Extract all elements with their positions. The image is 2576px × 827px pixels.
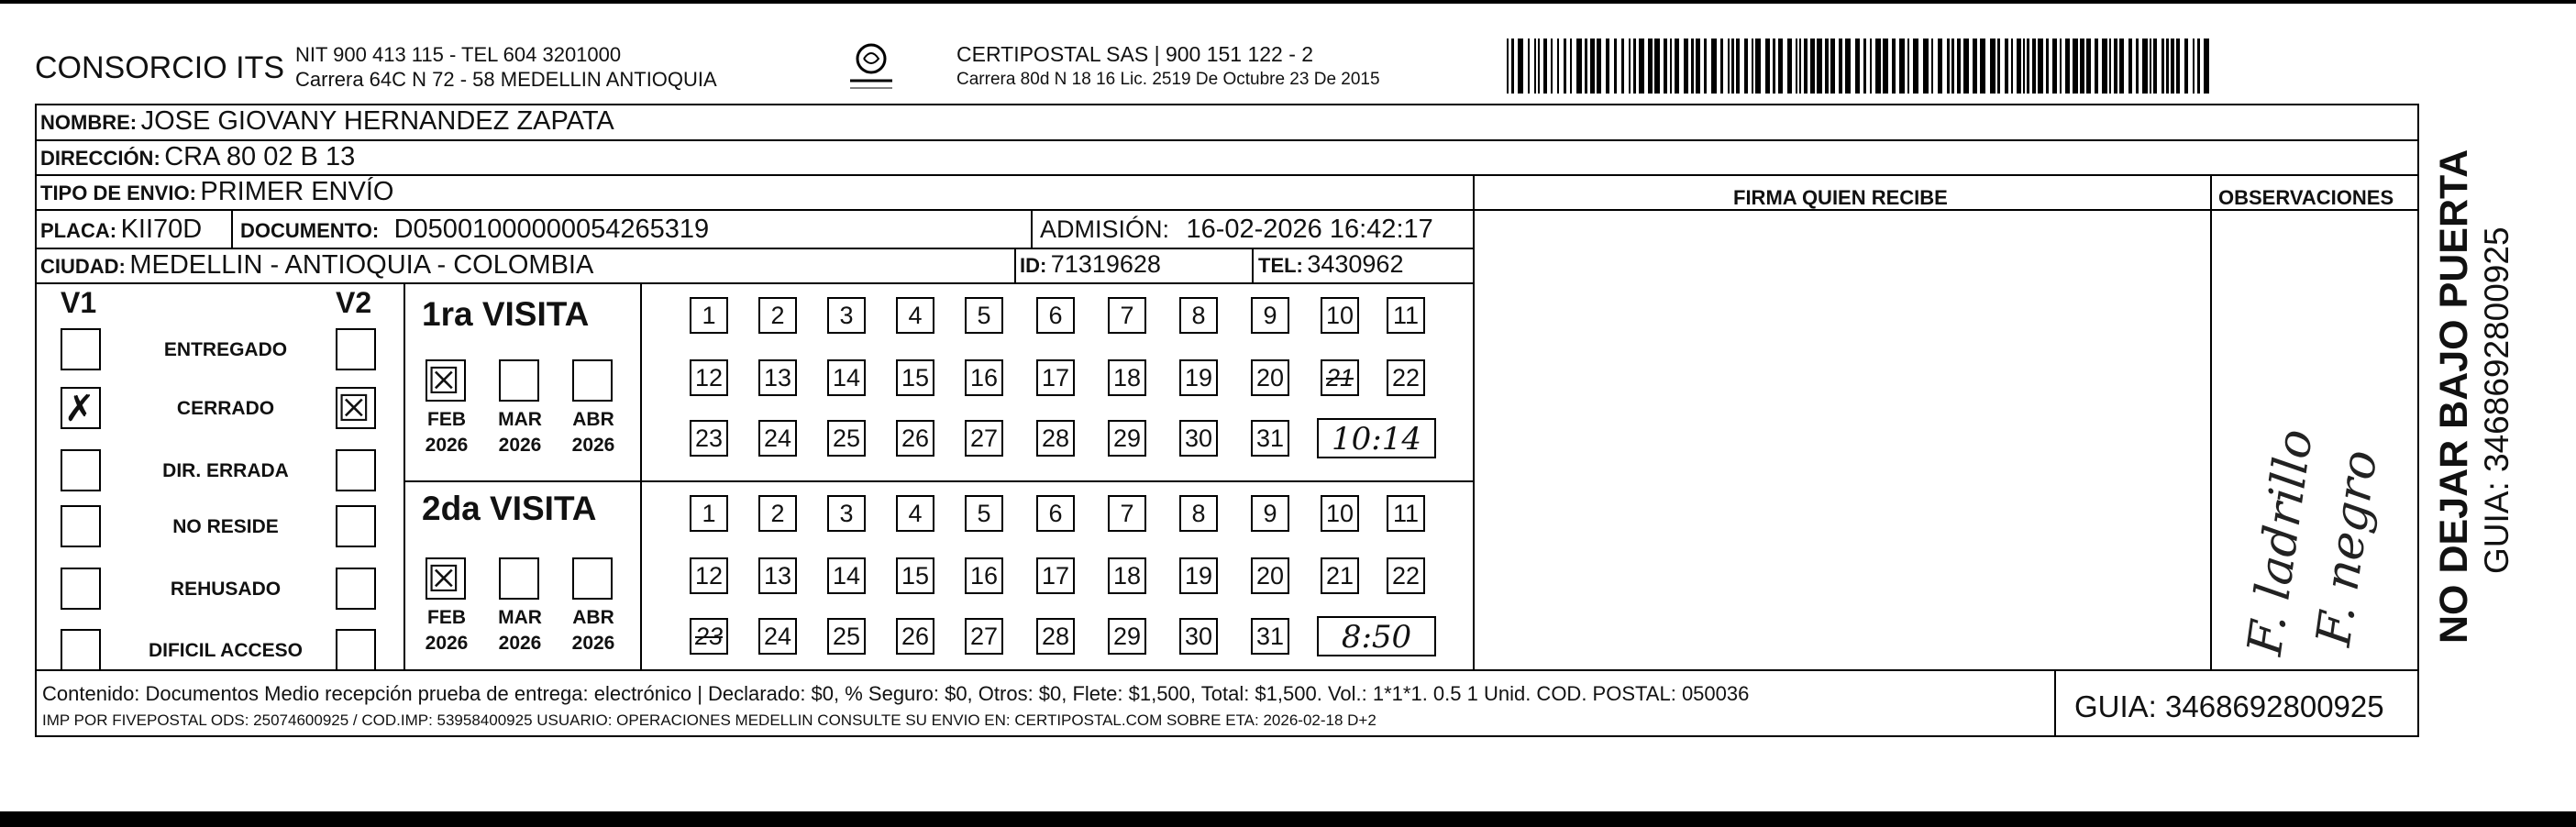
first-visit-title: 1ra VISITA: [422, 295, 590, 333]
barcode-bar: [2027, 39, 2029, 94]
barcode-bar: [1736, 39, 1740, 94]
first-visit-day-box[interactable]: 4: [896, 297, 934, 334]
second-visit-year-label: 2026: [498, 633, 542, 654]
barcode-bar: [1639, 39, 1644, 94]
second-visit-month-label: ABR: [572, 607, 614, 628]
barcode-bar: [1796, 39, 1797, 94]
barcode-bar: [2153, 39, 2157, 94]
first-visit-day-box[interactable]: 18: [1108, 359, 1146, 396]
barcode-bar: [2086, 39, 2091, 94]
barcode-bar: [1576, 39, 1582, 94]
observation-handwriting-1: F. ladrillo: [2238, 425, 2324, 659]
barcode-bar: [1810, 39, 1815, 94]
barcode-bar: [1511, 39, 1514, 94]
second-visit-day-box[interactable]: 19: [1179, 557, 1218, 594]
second-visit-day-box[interactable]: 28: [1036, 618, 1075, 655]
barcode-bar: [1728, 39, 1730, 94]
second-visit-day-box[interactable]: 8: [1179, 495, 1218, 532]
second-visit-day-box[interactable]: 11: [1387, 495, 1425, 532]
second-visit-day-box[interactable]: 4: [896, 495, 934, 532]
barcode-bar: [2046, 39, 2049, 94]
barcode-bar: [1518, 39, 1523, 94]
barcode-bar: [2052, 39, 2057, 94]
barcode-bar: [2060, 39, 2062, 94]
v1-checkbox[interactable]: [61, 505, 101, 547]
v1-checkbox[interactable]: [61, 387, 101, 429]
barcode-bar: [2095, 39, 2098, 94]
second-visit-day-box[interactable]: 31: [1251, 618, 1289, 655]
company-name: CONSORCIO ITS: [35, 50, 285, 85]
first-visit-day-box[interactable]: 28: [1036, 420, 1075, 457]
carrier-name: CERTIPOSTAL SAS | 900 151 122 - 2: [956, 42, 1314, 66]
barcode-bar: [2073, 39, 2078, 94]
first-visit-month-label: ABR: [572, 409, 614, 430]
barcode-bar: [2171, 39, 2174, 94]
v2-check-mark: ☒: [337, 388, 370, 430]
barcode-bar: [1773, 39, 1775, 94]
status-label: REHUSADO: [170, 579, 282, 600]
barcode-bar: [2005, 39, 2008, 94]
barcode-bar: [2136, 39, 2139, 94]
barcode-bar: [1845, 39, 1851, 94]
certipostal-logo: [839, 40, 903, 95]
second-visit-month-label: MAR: [498, 607, 542, 628]
placa-value: KII70D: [120, 215, 203, 244]
v2-checkbox[interactable]: [336, 568, 376, 610]
first-visit-day-box[interactable]: 27: [965, 420, 1003, 457]
barcode-bar: [1621, 39, 1624, 94]
first-visit-day-box[interactable]: 20: [1251, 359, 1289, 396]
barcode-bar: [2017, 39, 2021, 94]
barcode-bar: [1670, 39, 1672, 94]
barcode-bar: [1963, 39, 1969, 94]
first-visit-day-box[interactable]: 13: [758, 359, 797, 396]
first-visit-day-box[interactable]: 7: [1108, 297, 1146, 334]
status-label: DIR. ERRADA: [162, 460, 289, 481]
v1-checkbox[interactable]: [61, 449, 101, 491]
barcode-bar: [1543, 39, 1547, 94]
footer-guia: GUIA: 3468692800925: [2074, 689, 2384, 723]
v1-checkbox[interactable]: [61, 568, 101, 610]
first-visit-day-box[interactable]: 9: [1251, 297, 1289, 334]
first-visit-day-box[interactable]: 6: [1036, 297, 1075, 334]
barcode-bar: [1839, 39, 1842, 94]
barcode-bar: [2150, 39, 2151, 94]
barcode-bar: [1731, 39, 1734, 94]
barcode-bar: [2032, 39, 2036, 94]
barcode-bar: [1883, 39, 1888, 94]
barcode-bar: [1907, 39, 1909, 94]
first-visit-day-box[interactable]: 14: [827, 359, 866, 396]
tipo-envio-value: PRIMER ENVÍO: [200, 177, 394, 206]
barcode-bar: [1684, 39, 1688, 94]
barcode-bar: [1817, 39, 1822, 94]
company-address: Carrera 64C N 72 - 58 MEDELLIN ANTIOQUIA: [295, 68, 717, 91]
barcode-bar: [1557, 39, 1559, 94]
placa-label: PLACA:: [40, 219, 117, 242]
barcode-bar: [1664, 39, 1667, 94]
barcode-bar: [1696, 39, 1700, 94]
barcode-bar: [1691, 39, 1694, 94]
barcode-bar: [1711, 39, 1717, 94]
barcode-bar: [1564, 39, 1566, 94]
second-visit-day-box[interactable]: 12: [690, 557, 728, 594]
barcode-bar: [2065, 39, 2070, 94]
barcode-bar: [1675, 39, 1679, 94]
barcode-bar: [1990, 39, 1996, 94]
status-label: NO RESIDE: [172, 516, 279, 537]
barcode-bar: [2102, 39, 2107, 94]
second-visit-day-box[interactable]: 22: [1387, 557, 1425, 594]
barcode-bar: [1654, 39, 1660, 94]
second-visit-year-label: 2026: [425, 633, 469, 654]
bottom-band: [0, 811, 2576, 827]
v2-checkbox[interactable]: [336, 387, 376, 429]
v1-checkbox[interactable]: [61, 629, 101, 671]
tel-value: 3430962: [1307, 250, 1404, 278]
second-visit-day-box[interactable]: 13: [758, 557, 797, 594]
nombre-label: NOMBRE:: [40, 111, 138, 134]
first-visit-year-label: 2026: [571, 435, 615, 456]
barcode-bar: [2204, 39, 2209, 94]
barcode-bar: [1704, 39, 1707, 94]
second-visit-day-box[interactable]: 29: [1108, 618, 1146, 655]
first-visit-day-box[interactable]: 1: [690, 297, 728, 334]
v1-check-mark: ✗: [64, 388, 95, 430]
status-label: ENTREGADO: [163, 339, 288, 360]
barcode-bar: [1957, 39, 1961, 94]
first-visit-month-label: MAR: [498, 409, 542, 430]
barcode-bar: [1614, 39, 1617, 94]
barcode-bar: [1720, 39, 1723, 94]
first-visit-year-label: 2026: [498, 435, 542, 456]
barcode-bar: [1931, 39, 1933, 94]
barcode-bar: [1980, 39, 1985, 94]
status-label: CERRADO: [176, 398, 275, 419]
documento-value: D05001000000054265319: [393, 215, 710, 244]
v2-checkbox[interactable]: [336, 629, 376, 671]
barcode-bar: [2114, 39, 2117, 94]
barcode-bar: [1538, 39, 1540, 94]
v2-checkbox[interactable]: [336, 328, 376, 370]
tipo-envio-label: TIPO DE ENVIO:: [40, 182, 196, 204]
second-visit-day-box[interactable]: 27: [965, 618, 1003, 655]
first-visit-day-box[interactable]: 10: [1321, 297, 1359, 334]
v1-label: V1: [61, 286, 97, 319]
barcode-bar: [2038, 39, 2043, 94]
top-edge: [0, 0, 2576, 4]
observaciones-label: OBSERVACIONES: [2218, 186, 2394, 209]
first-visit-day-box[interactable]: 15: [896, 359, 934, 396]
barcode-bar: [1913, 39, 1918, 94]
second-visit-day-box[interactable]: 16: [965, 557, 1003, 594]
barcode-bar: [1755, 39, 1761, 94]
second-visit-month-checkbox[interactable]: [572, 557, 613, 600]
first-visit-day-box[interactable]: 22: [1387, 359, 1425, 396]
first-visit-day-box[interactable]: 2: [758, 297, 797, 334]
tel-label: TEL:: [1258, 254, 1303, 277]
first-visit-day-box[interactable]: 8: [1179, 297, 1218, 334]
barcode-bar: [1923, 39, 1929, 94]
carrier-address: Carrera 80d N 18 16 Lic. 2519 De Octubre 23 De 2015: [956, 70, 1380, 89]
first-visit-day-box[interactable]: 21: [1321, 359, 1359, 396]
barcode-bar: [1534, 39, 1536, 94]
barcode-bar: [1570, 39, 1572, 94]
first-visit-day-box[interactable]: 17: [1036, 359, 1075, 396]
v2-checkbox[interactable]: [336, 505, 376, 547]
second-visit-day-box[interactable]: 10: [1321, 495, 1359, 532]
status-label: DIFICIL ACCESO: [148, 640, 303, 661]
second-visit-month-checkbox[interactable]: [426, 557, 466, 600]
first-visit-day-box[interactable]: 29: [1108, 420, 1146, 457]
second-visit-time: 8:50: [1317, 616, 1436, 656]
barcode-bar: [1752, 39, 1753, 94]
admision-value: 16-02-2026 16:42:17: [1186, 215, 1433, 244]
barcode-bar: [1528, 39, 1530, 94]
first-visit-day-box[interactable]: 23: [690, 420, 728, 457]
barcode-bar: [1606, 39, 1609, 94]
second-visit-month-mark: ☒: [427, 558, 460, 601]
second-visit-day-box[interactable]: 17: [1036, 557, 1075, 594]
ciudad-label: CIUDAD:: [40, 255, 126, 278]
barcode-bar: [2080, 39, 2084, 94]
direccion-value: CRA 80 02 B 13: [164, 142, 356, 171]
footer-print-info: IMP POR FIVEPOSTAL ODS: 25074600925 / COD.IMP: 53958400925 USUARIO: OPERACIONES MEDELLIN CONSULTE SU ENVIO EN: CERTIPOSTAL.COM SOBRE ETA: 2026-02-18 D+2: [42, 711, 1376, 729]
side-notice: NO DEJAR BAJO PUERTA: [2432, 149, 2476, 644]
barcode-bar: [1799, 39, 1801, 94]
second-visit-day-box[interactable]: 5: [965, 495, 1003, 532]
barcode-bar: [1947, 39, 1950, 94]
barcode-bar: [1892, 39, 1896, 94]
barcode-bar: [2197, 39, 2200, 94]
second-visit-day-box[interactable]: 7: [1108, 495, 1146, 532]
second-visit-month-label: FEB: [427, 607, 466, 628]
second-visit-day-box[interactable]: 2: [758, 495, 797, 532]
id-label: ID:: [1020, 254, 1047, 277]
first-visit-day-box[interactable]: 30: [1179, 420, 1218, 457]
first-visit-time: 10:14: [1317, 418, 1436, 458]
barcode-bar: [1787, 39, 1792, 94]
first-visit-day-box[interactable]: 16: [965, 359, 1003, 396]
second-visit-day-box[interactable]: 9: [1251, 495, 1289, 532]
barcode-bar: [2176, 39, 2180, 94]
second-visit-day-box[interactable]: 23: [690, 618, 728, 655]
second-visit-month-checkbox[interactable]: [499, 557, 539, 600]
v2-checkbox[interactable]: [336, 449, 376, 491]
second-visit-year-label: 2026: [571, 633, 615, 654]
barcode-bar: [1597, 39, 1601, 94]
barcode-bar: [1765, 39, 1770, 94]
barcode-bar: [1938, 39, 1942, 94]
id-value: 71319628: [1050, 250, 1161, 278]
direccion-label: DIRECCIÓN:: [40, 147, 160, 170]
first-visit-day-box[interactable]: 5: [965, 297, 1003, 334]
second-visit-day-box[interactable]: 26: [896, 618, 934, 655]
second-visit-day-box[interactable]: 21: [1321, 557, 1359, 594]
side-guia: GUIA: 3468692800925: [2478, 226, 2515, 574]
barcode-bar: [1825, 39, 1829, 94]
barcode-bar: [1585, 39, 1587, 94]
barcode-bar: [1855, 39, 1860, 94]
barcode-bar: [1973, 39, 1977, 94]
second-visit-day-box[interactable]: 24: [758, 618, 797, 655]
barcode-bar: [2128, 39, 2132, 94]
first-visit-day-box[interactable]: 31: [1251, 420, 1289, 457]
barcode-bar: [2193, 39, 2195, 94]
barcode-bar: [1804, 39, 1808, 94]
barcode-bar: [1875, 39, 1881, 94]
first-visit-day-box[interactable]: 12: [690, 359, 728, 396]
barcode-bar: [2161, 39, 2164, 94]
v1-checkbox[interactable]: [61, 328, 101, 370]
v2-label: V2: [336, 286, 372, 319]
second-visit-day-box[interactable]: 25: [827, 618, 866, 655]
second-visit-day-box[interactable]: 6: [1036, 495, 1075, 532]
first-visit-month-label: FEB: [427, 409, 466, 430]
second-visit-day-box[interactable]: 14: [827, 557, 866, 594]
barcode-bar: [1590, 39, 1595, 94]
second-visit-day-box[interactable]: 30: [1179, 618, 1218, 655]
first-visit-month-checkbox[interactable]: [572, 359, 613, 402]
first-visit-year-label: 2026: [425, 435, 469, 456]
first-visit-month-checkbox[interactable]: [426, 359, 466, 402]
ciudad-value: MEDELLIN - ANTIOQUIA - COLOMBIA: [129, 250, 594, 280]
barcode-bar: [2142, 39, 2148, 94]
second-visit-day-box[interactable]: 20: [1251, 557, 1289, 594]
company-nit: NIT 900 413 115 - TEL 604 3201000: [295, 43, 622, 66]
barcode-bar: [2109, 39, 2111, 94]
nombre-value: JOSE GIOVANY HERNANDEZ ZAPATA: [140, 106, 614, 136]
barcode-bar: [2119, 39, 2124, 94]
second-visit-title: 2da VISITA: [422, 490, 597, 527]
first-visit-day-box[interactable]: 26: [896, 420, 934, 457]
first-visit-day-box[interactable]: 11: [1387, 297, 1425, 334]
barcode-bar: [1744, 39, 1748, 94]
barcode-bar: [2023, 39, 2025, 94]
footer-content: Contenido: Documentos Medio recepción prueba de entrega: electrónico | Declarado: $0, % Seguro: $0, Otros: $0, Flete: $1,500, Total: $1,500. Vol.: 1*1*1. 0.5 1 Unid. COD. POSTAL: 050036: [42, 682, 1750, 705]
barcode-bar: [1899, 39, 1905, 94]
barcode-bar: [1778, 39, 1783, 94]
barcode-bar: [1951, 39, 1954, 94]
first-visit-day-box[interactable]: 25: [827, 420, 866, 457]
observation-handwriting-2: F. negro: [2306, 447, 2389, 650]
second-visit-day-box[interactable]: 18: [1108, 557, 1146, 594]
first-visit-month-checkbox[interactable]: [499, 359, 539, 402]
second-visit-day-box[interactable]: 15: [896, 557, 934, 594]
barcode-bar: [1997, 39, 2000, 94]
firma-label: FIRMA QUIEN RECIBE: [1733, 186, 1948, 209]
admision-label: ADMISIÓN:: [1040, 215, 1170, 243]
barcode-bar: [1633, 39, 1636, 94]
barcode-bar: [1629, 39, 1631, 94]
second-visit-day-box[interactable]: 1: [690, 495, 728, 532]
barcode-bar: [2011, 39, 2013, 94]
barcode-bar: [1870, 39, 1872, 94]
documento-label: DOCUMENTO:: [240, 219, 380, 242]
first-visit-month-mark: ☒: [427, 360, 460, 402]
barcode: [1507, 39, 2213, 94]
barcode-bar: [2184, 39, 2188, 94]
second-visit-day-box[interactable]: 3: [827, 495, 866, 532]
barcode-bar: [1830, 39, 1835, 94]
barcode-bar: [1648, 39, 1653, 94]
barcode-bar: [1507, 39, 1509, 94]
barcode-bar: [1551, 39, 1553, 94]
first-visit-day-box[interactable]: 19: [1179, 359, 1218, 396]
first-visit-day-box[interactable]: 3: [827, 297, 866, 334]
first-visit-day-box[interactable]: 24: [758, 420, 797, 457]
barcode-bar: [1863, 39, 1866, 94]
barcode-bar: [2166, 39, 2169, 94]
